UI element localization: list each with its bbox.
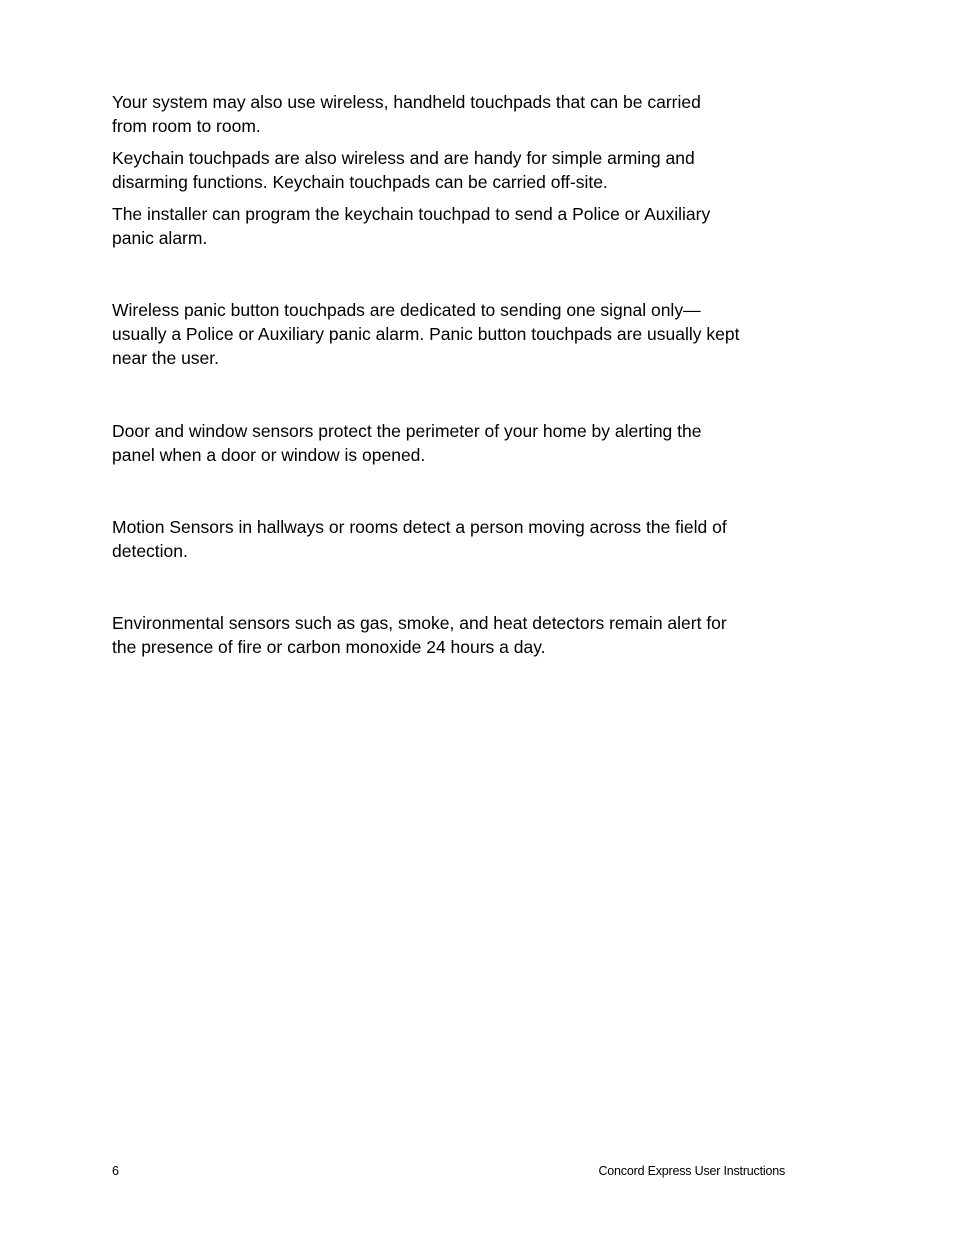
paragraph-panic-button-touchpads: Wireless panic button touchpads are dedicated to sending one signal only— usually a Police or Auxiliary panic alarm. Panic button touchpads are usually kept near the user. [112, 300, 740, 368]
paragraph-environmental-sensors: Environmental sensors such as gas, smoke, and heat detectors remain alert for the presence of fire or carbon monoxide 24 hours a day. [112, 613, 727, 657]
paragraph-door-window-sensors: Door and window sensors protect the perimeter of your home by alerting the panel when a door or window is opened. [112, 421, 702, 465]
footer-document-title: Concord Express User Instructions [598, 1164, 785, 1178]
paragraph-handheld-touchpads: Your system may also use wireless, handheld touchpads that can be carried from room to room. [112, 92, 701, 136]
paragraph-keychain-programming: The installer can program the keychain touchpad to send a Police or Auxiliary panic alarm. [112, 204, 711, 248]
paragraph-keychain-touchpads: Keychain touchpads are also wireless and are handy for simple arming and disarming functions. Keychain touchpads can be carried off-site. [112, 148, 695, 192]
paragraph-motion-sensors: Motion Sensors in hallways or rooms detect a person moving across the field of detection. [112, 517, 727, 561]
page-number: 6 [112, 1164, 119, 1178]
